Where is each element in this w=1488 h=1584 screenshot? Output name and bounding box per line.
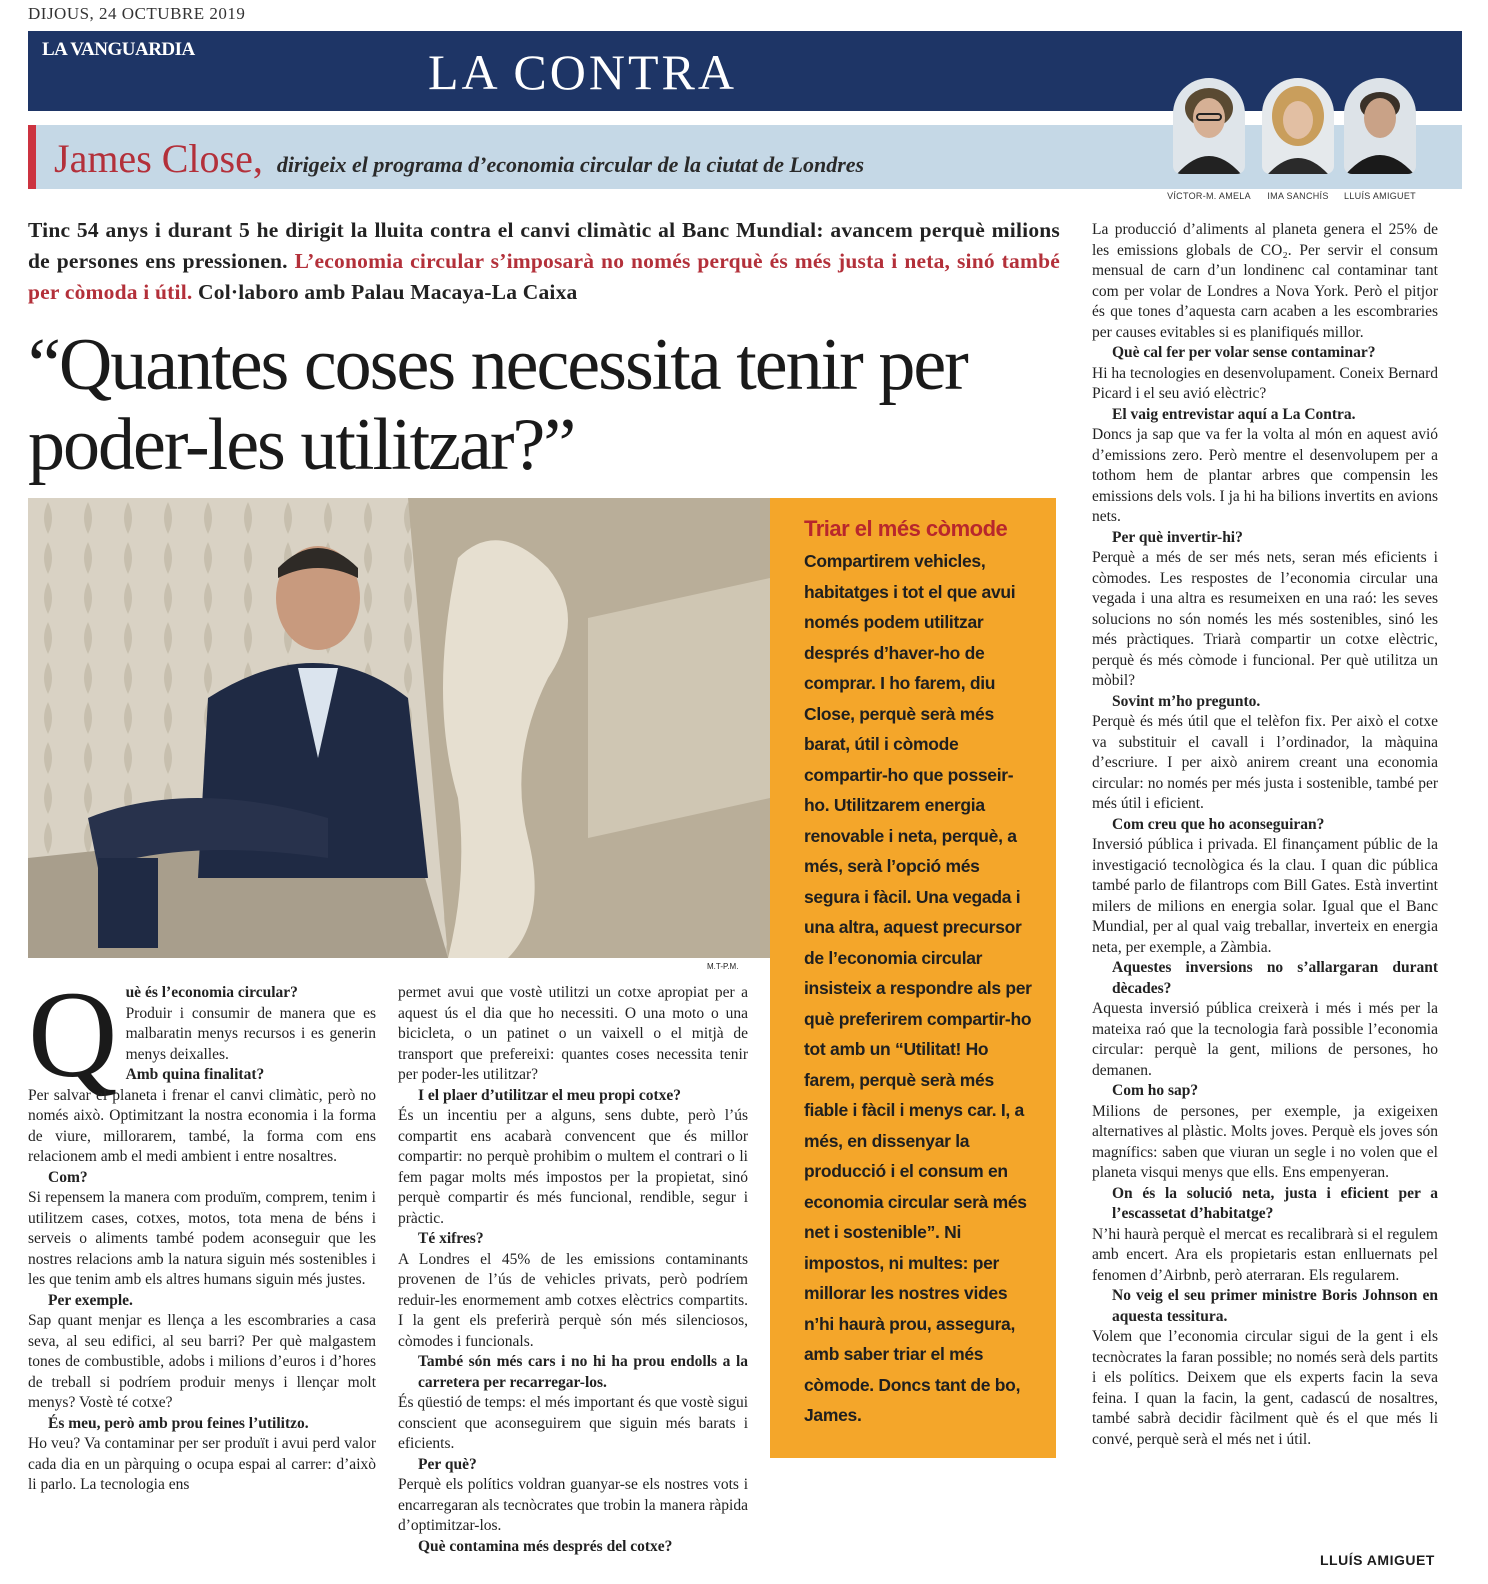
question: No veig el seu primer ministre Boris Johnson en aquesta tessitura.	[1112, 1287, 1438, 1325]
lead-part-1: Tinc 54 anys i durant 5 he dirigit la lluita contra el canvi climàtic al Banc Mundial: avancem perquè milions de persones ens pressionen.	[28, 218, 1060, 273]
question: Aquestes inversions no s’allargaran durant dècades?	[1112, 959, 1438, 997]
drop-cap: Q	[28, 966, 118, 1103]
section-title: LA CONTRA	[428, 44, 737, 100]
answer: És un incentiu per a alguns, sens dubte, però l’ús compartit ens acabarà convencent que és millor compartir: no perquè prohibim o multem el contrari o li fem pagar molts més impostos per la propietat, sinó perquè compartir és més funcional, rendible, segur i pràctic.	[398, 1107, 748, 1227]
interviewee-name: James Close,	[54, 136, 263, 181]
question: Què contamina més després del cotxe?	[418, 1537, 673, 1555]
answer: permet avui que vostè utilitzi un cotxe apropiat per a aquest ús el dia que ho necessiti. O una moto o una bicicleta, o un patinet o un vaixell o el mitjà de transport que prefereixi: quantes coses necessita tenir per poder-les utilitzar?	[398, 984, 748, 1083]
answer: Produir i consumir de manera que es malbaratin menys recursos i es generin menys deixalles.	[125, 1004, 376, 1063]
answer: Inversió pública i privada. El finançament públic de la investigació tecnològica és la clau. I quan dic pública també parlo de filantrops com Bill Gates. Està invertint milers de milions en energia solar. Igual que el Banc Mundial, per al qual vaig treballar, inverteix en energia neta, per exemple, a Zàmbia.	[1092, 836, 1438, 956]
interviewee-line	[54, 135, 864, 182]
lead-part-2: L’economia circular s’imposarà no només perquè és més justa i neta, sinó també per còmoda i útil.	[28, 249, 1060, 304]
question: Té xifres?	[418, 1230, 484, 1247]
answer: Milions de persones, per exemple, ja exigeixen alternatives al plàstic. Molts joves. Perquè els joves són magnífics: saben que viuran un segle i no volen que el planeta visqui menys que ells. Ens empenyeran.	[1092, 1102, 1438, 1181]
publication-date: DIJOUS, 24 OCTUBRE 2019	[28, 4, 246, 23]
newspaper-logo: LA VANGUARDIA	[42, 39, 195, 60]
author-name-2: IMA SANCHÍS	[1267, 191, 1329, 201]
sidebar-title: Triar el més còmode	[804, 516, 1008, 541]
author-photo-2	[1262, 78, 1334, 174]
answer: Perquè és més útil que el telèfon fix. Per això el cotxe va substituir el cavall i l’ordinador, la màquina d’escriure. I per això anirem creant una economia circular: no només per més justa i sostenible, també per més útil i eficient.	[1092, 713, 1438, 812]
answer: Ho veu? Va contaminar per ser produït i avui perd valor cada dia en un pàrquing o ocupa espai al carrer: d’això li parlo. La tecnologia ens	[28, 1435, 376, 1493]
photo-credit: M.T-P.M.	[707, 962, 739, 971]
article-column-1	[28, 966, 376, 1496]
question: uè és l’economia circular?	[125, 984, 298, 1001]
lead-paragraph	[28, 215, 1060, 308]
answer: Perquè a més de ser més nets, seran més eficients i còmodes. Les respostes de l’economia circular una vegada i una altra es resumeixen en una raó: les seves solucions no són només les més sostenibles, sinó les més pràctiques. Triarà compartir un cotxe elèctric, perquè és més còmode i funcional. Per què utilitza un mòbil?	[1092, 549, 1438, 689]
answer: La producció d’aliments al planeta genera el 25% de les emissions globals de CO₂. Per servir el consum mensual de carn d’un londinenc cal contaminar tant com per volar de Londres a Nova York. Però el pitjor és que tones d’aquesta carn acaben a les escombraries per causes evitables si es planifiqués millor.	[1092, 221, 1438, 341]
question: Sovint m’ho pregunto.	[1112, 692, 1261, 710]
answer: Perquè els polítics voldran guanyar-se els nostres vots i encarregaran als tecnòcrates que trobin la manera ràpida d’optimitzar-los.	[398, 1476, 748, 1534]
answer: Aquesta inversió pública creixerà i més i més per la mateixa raó que la tecnologia farà possible l’economia circular: perquè la gent, milions de persones, ho demanen.	[1092, 1000, 1438, 1079]
interviewee-bar	[28, 125, 1462, 189]
sidebar-body: Compartirem vehicles, habitatges i tot el que avui només podem utilitzar després d’haver-ho de comprar. I ho farem, diu Close, perquè serà més barat, útil i còmode compartir-ho que posseir-ho. Utilitzarem energia renovable i neta, perquè, a més, serà l’opció més segura i fàcil. Una vegada i una altra, aquest precursor de l’economia circular insisteix a respondre als per què preferirem compartir-ho tot amb un “Utilitat! Ho farem, perquè serà més fiable i fàcil i menys car. I, a més, en dissenyar la producció i el consum en economia circular serà més net i sostenible”. Ni impostos, ni multes: per millorar les nostres vides n’hi haurà prou, assegura, amb saber triar el més còmode. Doncs tant de bo, James.	[804, 551, 1032, 1425]
question: Per exemple.	[48, 1291, 133, 1309]
byline-signature: LLUÍS AMIGUET	[1320, 1552, 1435, 1568]
accent-mark	[28, 125, 36, 189]
answer: Doncs ja sap que va fer la volta al món en aquest avió d’emissions zero. Però mentre el desenvolupem per a tothom hem de plantar arbres que compensin les emissions dels vols. I ja hi ha bilions invertits en avions nets.	[1092, 426, 1438, 525]
question: Com ho sap?	[1112, 1082, 1199, 1099]
author-photo-3	[1344, 78, 1416, 174]
question: I el plaer d’utilitzar el meu propi cotxe?	[418, 1086, 682, 1104]
answer: Per salvar el planeta i frenar el canvi climàtic, però no només això. Optimitzant la nostra economia i la forma de viure, millorarem, també, la forma com ens relacionem amb el medi ambient i entre nosaltres.	[28, 1086, 376, 1165]
answer: N’hi haurà perquè el mercat es recalibrarà si el regulem amb encert. Ara els propietaris estan enlluernats pel fenomen d’Airbnb, però aterraran. Els regularem.	[1092, 1225, 1438, 1284]
author-name-3: LLUÍS AMIGUET	[1344, 191, 1416, 201]
author-name-1: VÍCTOR-M. AMELA	[1167, 191, 1251, 201]
article-column-3	[1092, 220, 1438, 1450]
answer: Si repensem la manera com produïm, comprem, tenim i utilitzem cases, cotxes, motos, tota mena de béns i serveis o aliments també podem aconseguir que les nostres relacions amb la natura siguin més sostenibles i les que tenim amb els altres humans siguin més justes.	[28, 1189, 376, 1288]
section-banner	[28, 31, 1462, 111]
question: On és la solució neta, justa i eficient per a l’escassetat d’habitatge?	[1112, 1184, 1438, 1222]
answer: És qüestió de temps: el més important és que vostè sigui conscient que aconseguirem que siguin més barats i eficients.	[398, 1394, 748, 1452]
answer: Volem que l’economia circular sigui de la gent i els tecnòcrates la faran possible; no només serà dels partits i els polítics. Deixem que els experts facin la seva feina. I quan la facin, la gent, cadascú de nosaltres, també sabrà decidir fàcilment què és el que més li convé, perquè serà el més net i útil.	[1092, 1328, 1438, 1448]
question: Com creu que ho aconseguiran?	[1112, 815, 1325, 833]
answer: Hi ha tecnologies en desenvolupament. Coneix Bernard Picard i el seu avió elèctric?	[1092, 364, 1438, 402]
question: Per què invertir-hi?	[1112, 528, 1243, 546]
author-photo-1	[1173, 78, 1245, 174]
sidebar-box	[770, 498, 1056, 1458]
question: El vaig entrevistar aquí a La Contra.	[1112, 405, 1356, 423]
question: Com?	[48, 1168, 88, 1186]
article-column-2	[398, 983, 748, 1557]
question: Amb quina finalitat?	[125, 1066, 265, 1083]
question: També són més cars i no hi ha prou endolls a la carretera per recarregar-los.	[418, 1353, 748, 1391]
question: Per què?	[418, 1455, 477, 1473]
headline: “Quantes coses necessita tenir per poder-les utilitzar?”	[28, 324, 967, 486]
answer: Sap quant menjar es llença a les escombraries a casa seva, al seu edifici, al seu barri? Per què malgastem tones de combustible, adobs i milions d’euros i d’hores de treball si podríem produir menys i llençar molt menys? Vostè té cotxe?	[28, 1312, 376, 1411]
answer: A Londres el 45% de les emissions contaminants provenen de l’ús de vehicles privats, però podríem reduir-les enormement amb cotxes elèctrics compartits. I la gent els preferirà perquè són més silenciosos, còmodes i funcionals.	[398, 1250, 748, 1350]
lead-part-3: Col·laboro amb Palau Macaya-La Caixa	[198, 280, 578, 304]
question: És meu, però amb prou feines l’utilitzo.	[48, 1414, 309, 1432]
question: Què cal fer per volar sense contaminar?	[1112, 344, 1376, 361]
interviewee-role: dirigeix el programa d’economia circular de la ciutat de Londres	[276, 152, 865, 177]
interviewee-photo	[28, 498, 770, 958]
